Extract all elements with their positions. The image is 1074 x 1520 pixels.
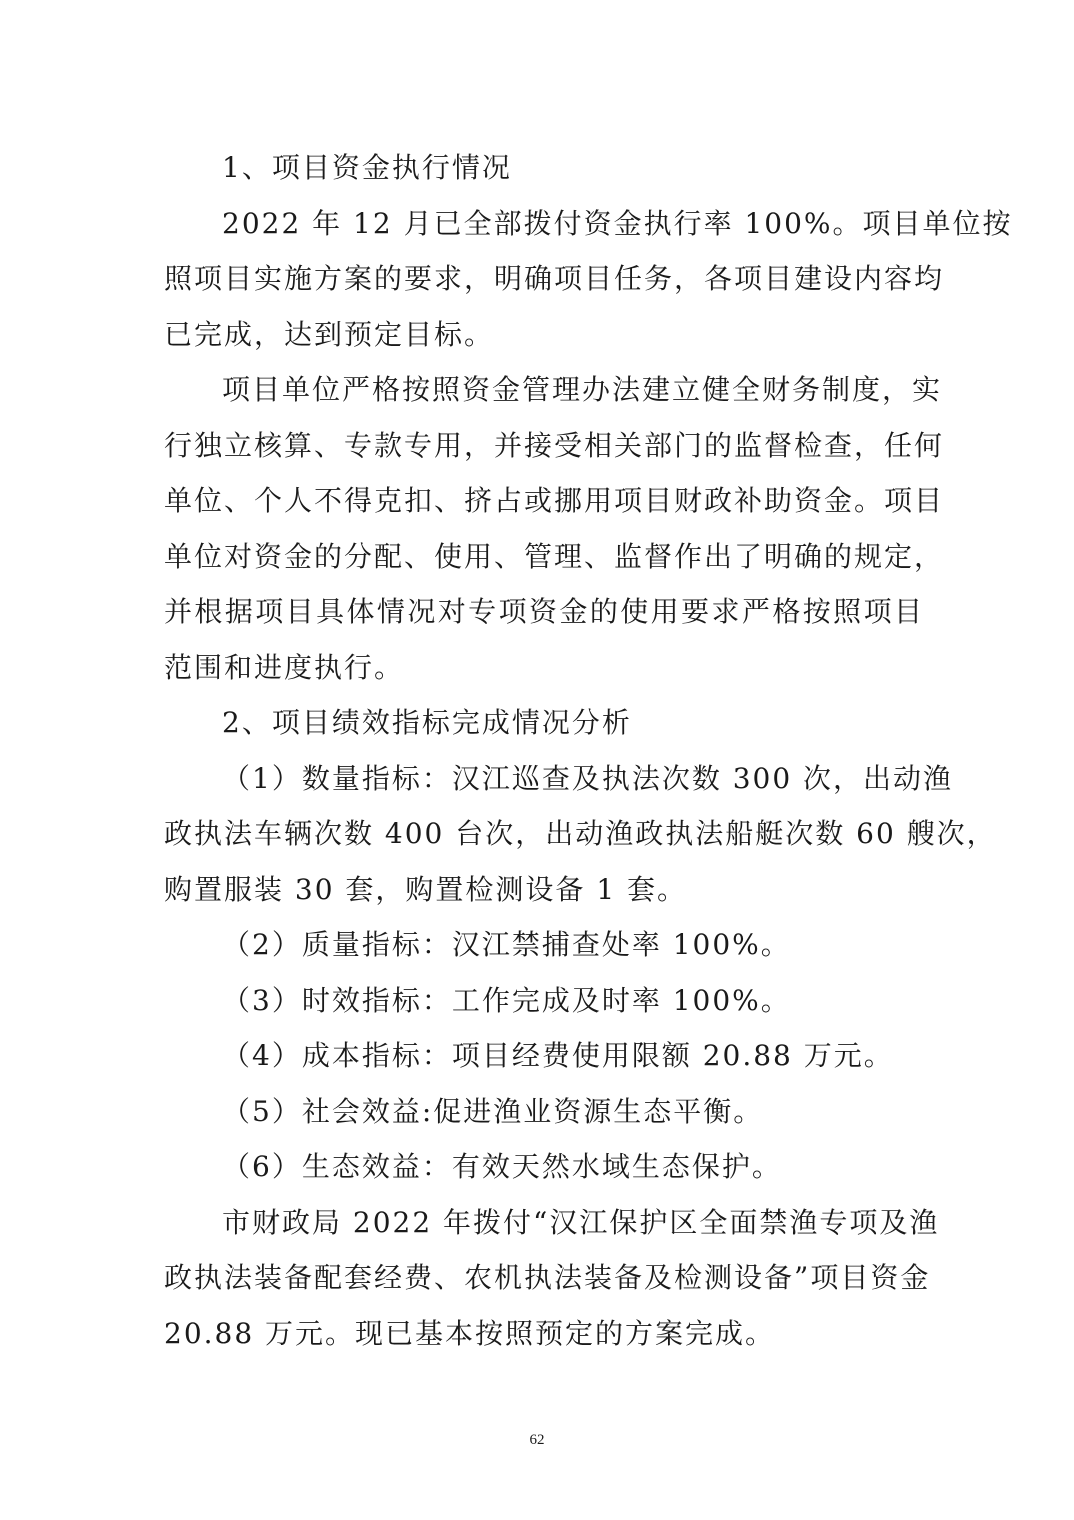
paragraph-line: 政执法装备配套经费、农机执法装备及检测设备”项目资金	[164, 1261, 931, 1294]
paragraph-line: 单位、个人不得克扣、挤占或挪用项目财政补助资金。项目	[164, 484, 945, 517]
indicator-quality: （2）质量指标：汉江禁捕查处率 100%。	[222, 928, 791, 961]
paragraph-line: 行独立核算、专款专用，并接受相关部门的监督检查，任何	[164, 428, 945, 462]
paragraph-line: 并根据项目具体情况对专项资金的使用要求严格按照项目	[164, 595, 924, 628]
paragraph-line: 单位对资金的分配、使用、管理、监督作出了明确的规定，	[164, 539, 945, 573]
paragraph-line: 照项目实施方案的要求，明确项目任务，各项目建设内容均	[164, 262, 945, 295]
paragraph-line: 范围和进度执行。	[164, 650, 405, 684]
indicator-ecological-benefit: （6）生态效益：有效天然水域生态保护。	[222, 1150, 782, 1183]
page-number: 62	[529, 1432, 545, 1448]
paragraph-line: 政执法车辆次数 400 台次，出动渔政执法船艇次数 60 艘次，	[164, 817, 997, 850]
indicator-cost: （4）成本指标：项目经费使用限额 20.88 万元。	[222, 1039, 894, 1072]
indicator-social-benefit: （5）社会效益:促进渔业资源生态平衡。	[222, 1094, 764, 1128]
paragraph-line: 市财政局 2022 年拨付“汉江保护区全面禁渔专项及渔	[222, 1205, 940, 1239]
paragraph-line: 2022 年 12 月已全部拨付资金执行率 100%。项目单位按	[222, 206, 1013, 240]
heading-fund-execution: 1、项目资金执行情况	[222, 151, 512, 184]
heading-performance-analysis: 2、项目绩效指标完成情况分析	[222, 706, 632, 739]
paragraph-line: 购置服装 30 套，购置检测设备 1 套。	[164, 872, 688, 906]
document-body	[164, 140, 1013, 1361]
indicator-quantity: （1）数量指标：汉江巡查及执法次数 300 次，出动渔	[222, 761, 954, 795]
paragraph-line: 20.88 万元。现已基本按照预定的方案完成。	[164, 1316, 776, 1350]
indicator-timeliness: （3）时效指标：工作完成及时率 100%。	[222, 983, 791, 1017]
paragraph-line: 已完成，达到预定目标。	[164, 317, 495, 351]
paragraph-line: 项目单位严格按照资金管理办法建立健全财务制度，实	[222, 373, 943, 406]
